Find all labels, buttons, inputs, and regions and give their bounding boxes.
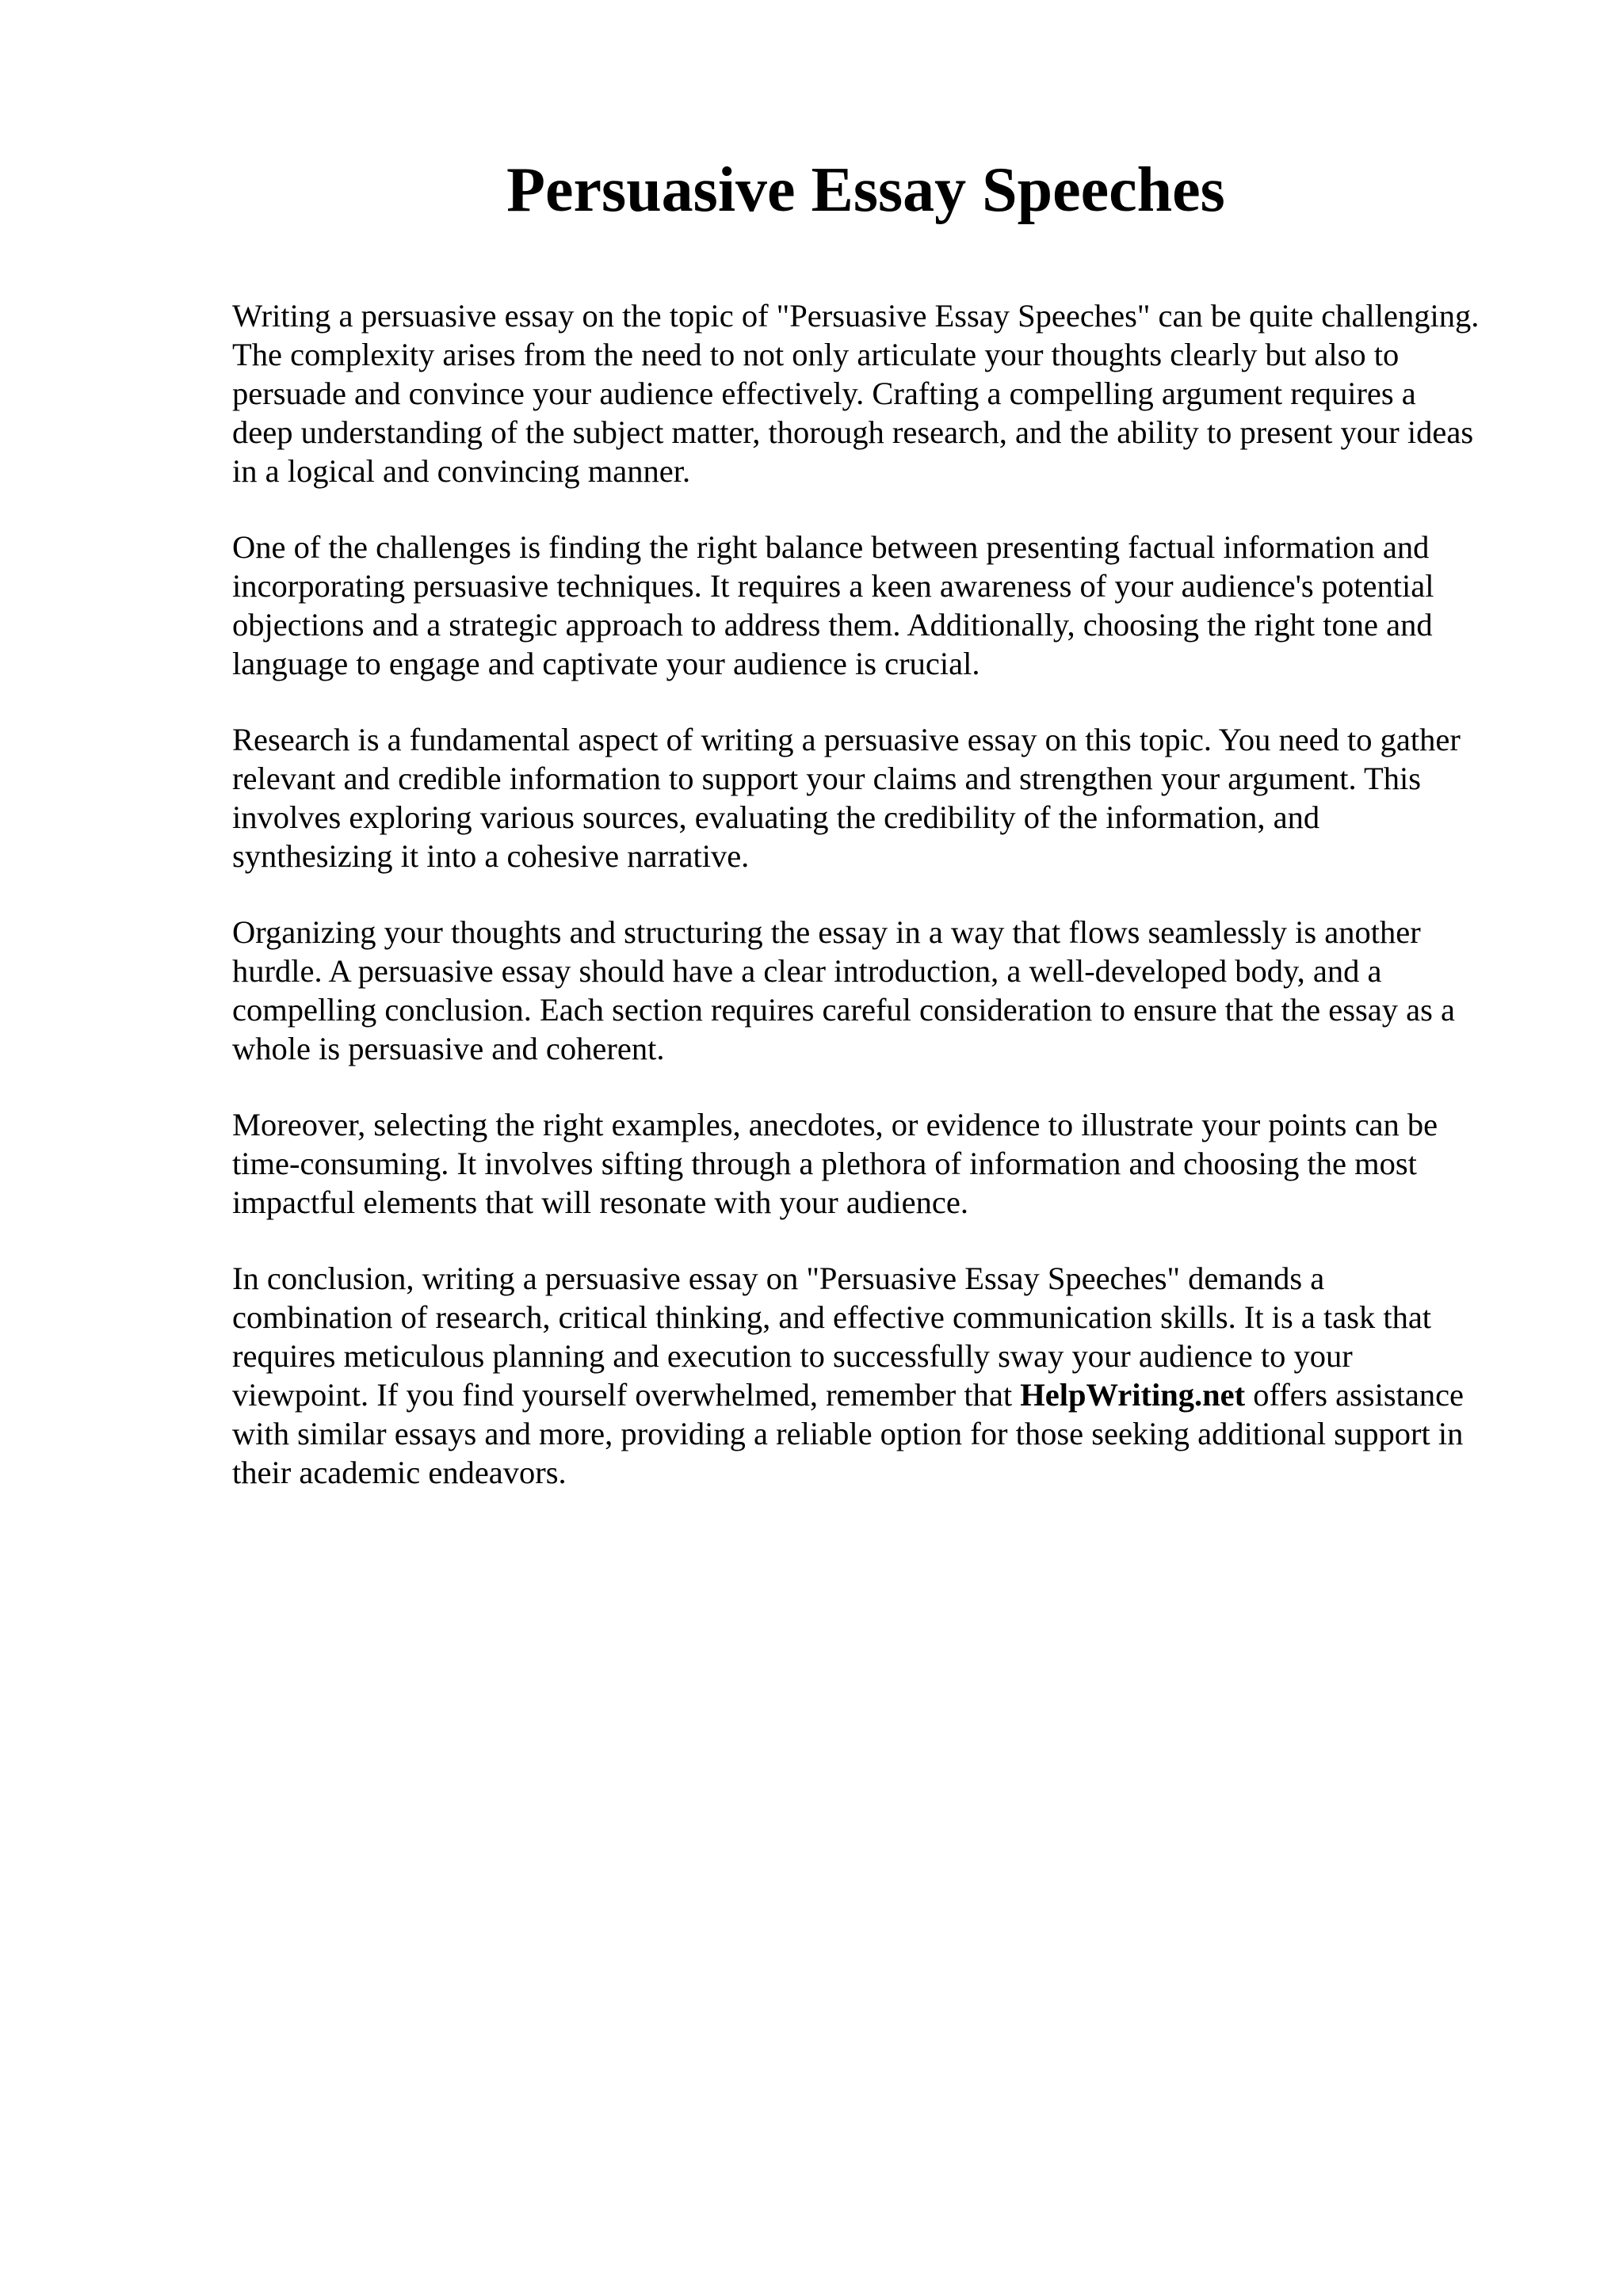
paragraph-conclusion xyxy=(232,1259,1524,1492)
text-line: in a logical and convincing manner. xyxy=(232,453,691,489)
text-line: incorporating persuasive techniques. It requires a keen awareness of your audience's potential xyxy=(232,568,1434,604)
text-line: relevant and credible information to support your claims and strengthen your argument. This xyxy=(232,761,1422,796)
paragraph-1 xyxy=(232,296,1524,490)
helpwriting-brand-name: HelpWriting.net xyxy=(1020,1377,1246,1413)
text-line: The complexity arises from the need to not only articulate your thoughts clearly but also to xyxy=(232,337,1400,372)
text-line: language to engage and captivate your audience is crucial. xyxy=(232,646,980,681)
text-line: persuade and convince your audience effectively. Crafting a compelling argument requires a xyxy=(232,376,1416,411)
text-line: objections and a strategic approach to address them. Additionally, choosing the right tone and xyxy=(232,607,1433,643)
text-segment: viewpoint. If you find yourself overwhelmed, remember that xyxy=(232,1377,1021,1413)
text-line: time-consuming. It involves sifting through a plethora of information and choosing the most xyxy=(232,1146,1417,1181)
text-line: impactful elements that will resonate with your audience. xyxy=(232,1184,968,1220)
text-line: involves exploring various sources, evaluating the credibility of the information, and xyxy=(232,799,1320,835)
page-title: Persuasive Essay Speeches xyxy=(506,155,1225,225)
essay-body xyxy=(232,296,1524,1529)
text-line: Moreover, selecting the right examples, anecdotes, or evidence to illustrate your points can be xyxy=(232,1107,1438,1142)
text-line: combination of research, critical thinking, and effective communication skills. It is a task that xyxy=(232,1299,1432,1335)
text-line: Research is a fundamental aspect of writing a persuasive essay on this topic. You need to gather xyxy=(232,722,1461,757)
text-line: In conclusion, writing a persuasive essay on "Persuasive Essay Speeches" demands a xyxy=(232,1261,1325,1296)
text-line: their academic endeavors. xyxy=(232,1455,567,1490)
text-line: deep understanding of the subject matter, thorough research, and the ability to present your ideas xyxy=(232,414,1474,450)
text-line: One of the challenges is finding the right balance between presenting factual information and xyxy=(232,529,1430,565)
text-line: hurdle. A persuasive essay should have a clear introduction, a well-developed body, and a xyxy=(232,953,1382,989)
text-line: Organizing your thoughts and structuring the essay in a way that flows seamlessly is another xyxy=(232,914,1421,950)
paragraph-4 xyxy=(232,913,1524,1068)
text-line: compelling conclusion. Each section requires careful consideration to ensure that the essay as a xyxy=(232,992,1455,1028)
paragraph-2 xyxy=(232,528,1524,683)
text-line: Writing a persuasive essay on the topic of "Persuasive Essay Speeches" can be quite challenging. xyxy=(232,298,1480,334)
text-line: whole is persuasive and coherent. xyxy=(232,1031,665,1066)
text-segment: offers assistance xyxy=(1245,1377,1465,1413)
text-line: synthesizing it into a cohesive narrative. xyxy=(232,838,750,874)
paragraph-3 xyxy=(232,720,1524,875)
paragraph-5 xyxy=(232,1105,1524,1222)
text-line: requires meticulous planning and execution to successfully sway your audience to your xyxy=(232,1338,1353,1374)
text-line-with-brand xyxy=(232,1375,1524,1414)
text-line: with similar essays and more, providing a reliable option for those seeking additional support in xyxy=(232,1416,1464,1451)
